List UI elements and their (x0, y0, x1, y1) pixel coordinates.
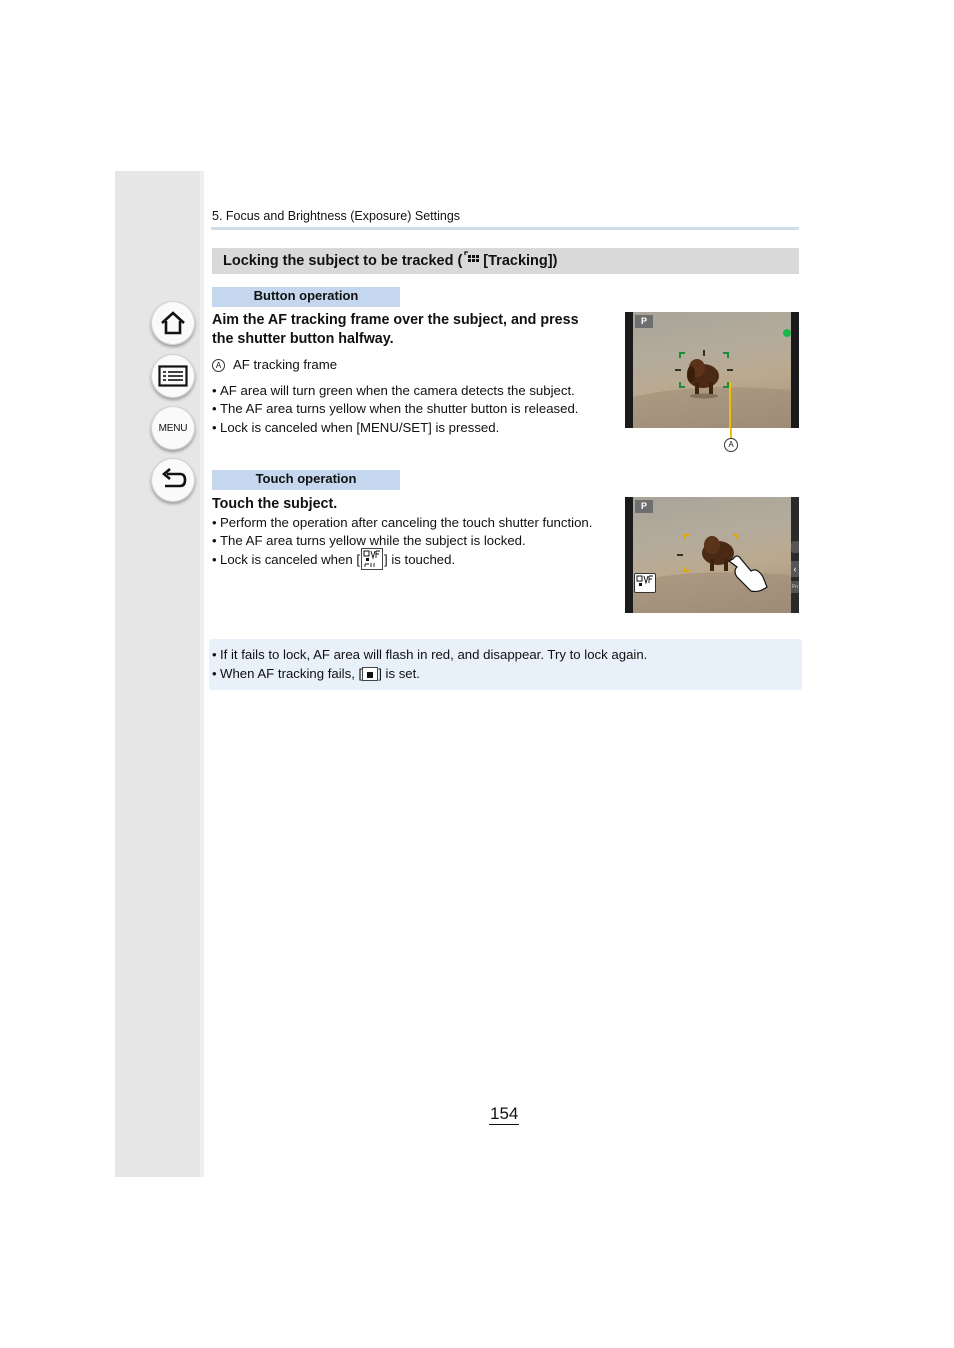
contents-list-icon (158, 365, 188, 387)
camera-screen-image (625, 312, 799, 428)
list-item: • Perform the operation after canceling the touch shutter function. (212, 515, 593, 530)
list-item: • The AF area turns yellow while the subject is locked. (212, 533, 526, 548)
note-item: • If it fails to lock, AF area will flash in red, and disappear. Try to lock again. (212, 647, 648, 662)
button-operation-tag: Button operation (212, 287, 400, 307)
tracking-cancel-icon (361, 548, 383, 570)
single-area-af-icon (362, 667, 378, 681)
mode-badge: P (635, 500, 653, 513)
mode-badge: P (635, 315, 653, 328)
tracking-cancel-touch-icon[interactable] (634, 573, 656, 593)
back-icon (159, 468, 187, 492)
callout-caption (212, 356, 337, 374)
breadcrumb-rule (211, 227, 799, 230)
callout-caption-text: AF tracking frame (233, 357, 338, 372)
contents-button[interactable] (151, 354, 195, 398)
fn-tab-button[interactable]: Fn (791, 581, 799, 593)
breadcrumb: 5. Focus and Brightness (Exposure) Settings (212, 209, 461, 223)
list-item: • Lock is canceled when [ ] is touched. (212, 551, 455, 570)
note-item: • When AF tracking fails, [ ] is set. (212, 666, 420, 681)
touch-operation-tag: Touch operation (212, 470, 400, 490)
sidebar-edge (200, 171, 204, 1177)
menu-label: MENU (158, 422, 188, 434)
back-button[interactable] (151, 458, 195, 502)
focus-indicator (783, 329, 791, 337)
scene-background (633, 312, 791, 428)
list-item: • Lock is canceled when [MENU/SET] is pressed. (212, 420, 500, 435)
camera-touch-screen-image (625, 497, 799, 613)
list-item: • AF area will turn green when the camera detects the subject. (212, 383, 575, 398)
touch-step: Touch the subject. (212, 496, 338, 512)
home-button[interactable] (151, 301, 195, 345)
callout-line (730, 428, 732, 438)
page-number: 154 (490, 1104, 519, 1123)
dog-touch-photo (633, 497, 791, 613)
menu-button[interactable] (151, 406, 195, 450)
tracking-icon (464, 248, 480, 274)
list-item: • The AF area turns yellow when the shutter button is released. (212, 401, 579, 416)
dog-photo (633, 312, 791, 428)
callout-marker-photo: A (724, 438, 738, 452)
button-step-line1: Aim the AF tracking frame over the subject, and press (212, 312, 579, 328)
scene-background (633, 497, 791, 613)
section-title-suffix: [Tracking]) (483, 253, 558, 269)
section-title-prefix: Locking the subject to be tracked ( (223, 253, 463, 269)
touch-side-tabs (791, 497, 799, 613)
callout-marker: A (212, 359, 225, 372)
home-icon (159, 310, 187, 336)
touch-tab-icon[interactable] (791, 541, 799, 553)
section-title (212, 248, 799, 274)
expand-tab-icon[interactable]: ‹ (791, 561, 799, 577)
button-step-line2: the shutter button halfway. (212, 331, 394, 347)
